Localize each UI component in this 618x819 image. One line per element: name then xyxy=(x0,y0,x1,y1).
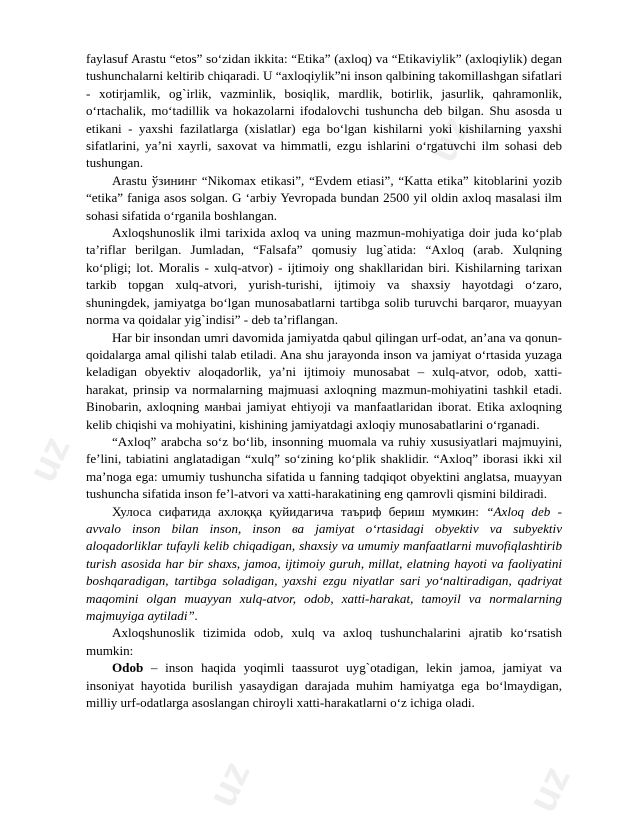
watermark-text: uz xyxy=(520,759,579,819)
watermark-text: uz xyxy=(20,429,79,489)
document-body xyxy=(86,50,562,711)
definition-quote: “Axloq deb - avvalo inson bilan inson, inson ва jamiyat o‘rtasidagi obyektiv va subyektiv aloqadorliklar tufayli kelib chiqadigan, shaxsiy va umumiy manfaatlarni muvofiqlashtirib turish asosida har bir shaxs, jamoa, ijtimoiy guruh, millat, elatning hayoti va faoliyatini boshqaradigan, tartibga soladigan, yaxshi ezgu niyatlar sari yo‘naltiradigan, qadriyat maqomini olgan muayyan xulq-atvor, odob, xatti-harakat, tamoyil va normalarning majmuyiga aytiladi”. xyxy=(86,503,563,623)
term-definition: – inson haqida yoqimli taassurot uyg`otadigan, lekin jamoa, jamiyat va insoniyat hayotida burilish yasaydigan darajada muhim hamiyatga ega bo‘lmaydigan, milliy urf-odatlarga asoslangan chiroyli xatti-harakatlarni o‘z ichiga oladi. xyxy=(86,660,562,711)
paragraph-lead: Хулоса сифатида ахлоққа қуйидагича таъриф бериш мумкин: xyxy=(112,503,487,519)
watermark-text: uz xyxy=(200,754,259,814)
paragraph: Har bir insondan umri davomida jamiyatda qabul qilingan urf-odat, an’ana va qonun-qoidalarga amal qilishi talab etiladi. Ana shu jarayonda inson va jamiyat o‘rtasida yuzaga keladigan obyektiv aloqadorlik, ya’ni ijtimoiy munosabat – xulq-atvor, odob, xatti-harakat, prinsip va normalarning majmuasi axloqning mazmun-mohiyatini tashkil etadi. Binobarin, axloqning манbai jamiyat ehtiyoji va manfaatlaridan iborat. Etika axloqning kelib chiqishi va mohiyatini, kishining jamiyatdagi axloqiy munosabatlarini o‘rganadi. xyxy=(86,329,562,432)
paragraph: Axloqshunoslik tizimida odob, xulq va axloq tushunchalarini ajratib ko‘rsatish mumkin: xyxy=(86,625,562,658)
paragraph: Arastu ўзининг “Nikomax etikasi”, “Evdem etiasi”, “Katta etika” kitoblarini yozib “etika” faniga asos solgan. G ‘arbiy Yevropada bundan 2500 yil oldin axloq masalasi ilm sohasi sifatida o‘rganila boshlangan. xyxy=(86,172,562,223)
paragraph xyxy=(86,503,562,625)
watermark-text: uz xyxy=(420,109,479,169)
paragraph: “Axloq” arabcha so‘z bo‘lib, insonning muomala va ruhiy xususiyatlari majmuyini, fe’lini, tabiatini anglatadigan “xulq” so‘zining ko‘plik shaklidir. “Axloq” iborasi ikki xil ma’noga ega: umumiy tushuncha sifatida u fanning tadqiqot obyektini anglatsa, muayyan tushuncha sifatida inson fe’l-atvori va xatti-harakatining eng qamrovli qismini bildiradi. xyxy=(86,433,562,502)
paragraph: Axloqshunoslik ilmi tarixida axloq va uning mazmun-mohiyatiga doir juda ko‘plab ta’riflar berilgan. Jumladan, “Falsafa” qomusiy lug`atida: “Axloq (arab. Xulqning ko‘pligi; lot. Moralis - xulq-atvor) - ijtimoiy ong shakllaridan biri. Kishilarning tarixan tarkib topgan xulq-atvori, yurish-turishi, ijtimoiy va shaxsiy hayotdagi o‘zaro, shuningdek, jamiyatga bo‘lgan munosabatlarni tartibga solib turuvchi barqaror, muayyan norma va qoidalar yig`indisi” - deb ta’riflangan. xyxy=(86,225,562,328)
term-heading: Odob xyxy=(112,660,144,676)
paragraph xyxy=(86,659,562,711)
paragraph: faylasuf Arastu “etos” so‘zidan ikkita: “Etika” (axloq) va “Etikaviylik” (axloqiylik) degan tushunchalarni keltirib chiqaradi. U “axloqiylik”ni inson qalbining takomillashgan sifatlari - xotirjamlik, og`irlik, vazminlik, bosiqlik, mardlik, botirlik, jasurlik, qahramonlik, o‘rtachalik, mo‘tadillik va hokazolarni ifodalovchi tushuncha deb bilgan. Shu asosda u etikani - yaxshi fazilatlarga (xislatlar) ega bo‘lgan kishilarni yoki kishilarning yaxshi sifatlarini, ya’ni xayrli, saxovat va himmatli, ezgu ishlarini o‘rgatuvchi ilm sohasi deb tushungan. xyxy=(86,51,562,171)
